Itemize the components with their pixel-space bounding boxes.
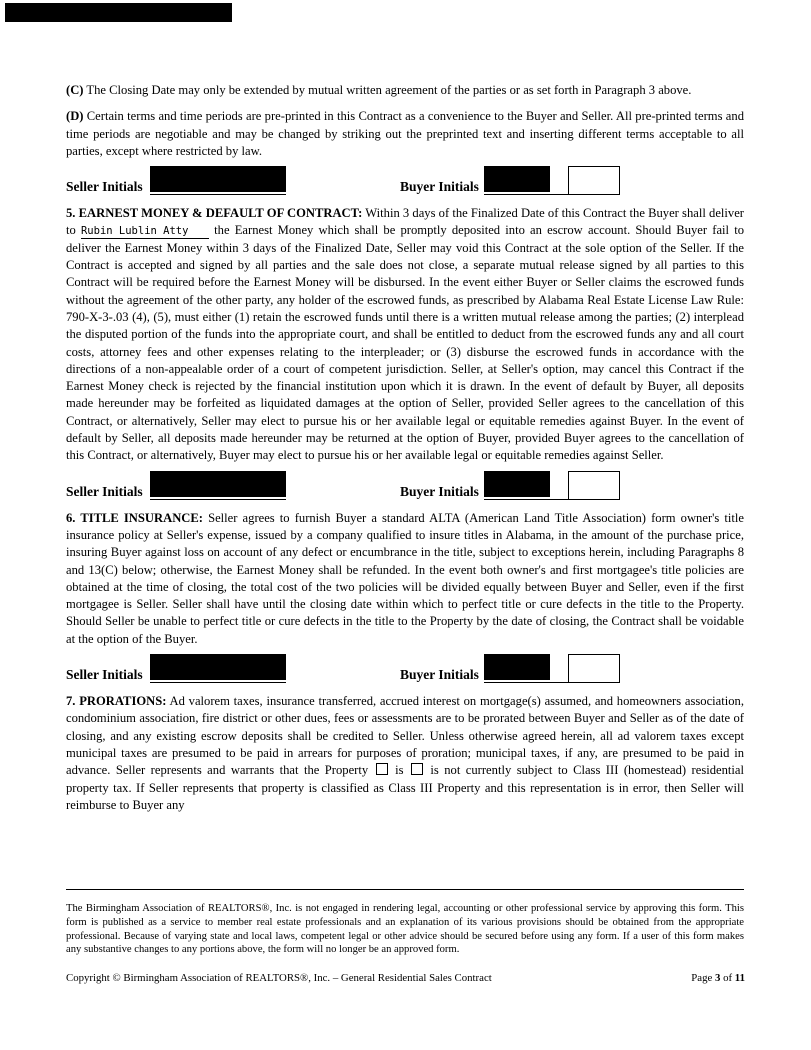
redaction-bar [5,3,232,22]
seller-initials-label: Seller Initials [66,179,143,195]
contract-page-body [66,82,744,814]
section-7-heading: 7. PRORATIONS: [66,694,167,709]
seller-initials-label: Seller Initials [66,667,143,683]
seller-initials-redacted [150,654,286,680]
disclaimer: The Birmingham Association of REALTORS®, Inc. is not engaged in rendering legal, accounting or other professional service by approving this form. This form is published as a service to member real estate professionals and an explanation of its various provisions should be obtained from the appropriate professional. Because of varying state and local laws, competent legal or other advice should be secured before using any form. If a user of this form makes any substantive changes to any portions above, the form will no longer be an approved form. [66,903,744,956]
seller-initials-redacted [150,471,286,497]
page-current: 3 [714,972,721,984]
paragraph-d-text: Certain terms and time periods are pre-printed in this Contract as a convenience to the Buyer and Seller. All pre-printed terms and time periods are negotiable and may be changed by striking out the preprinted text and inserting different terms acceptable to all parties, except where restricted by law. [66,109,744,158]
seller-initials-line [150,499,286,500]
paragraph-c-text: The Closing Date may only be extended by mutual written agreement of the parties or as set forth in Paragraph 3 above. [83,83,692,97]
section-5-text-a: Within 3 days of the Finalized Date of this Contract the Buyer shall deliver to [66,206,744,238]
footer-divider [66,889,744,890]
initials-row-3 [66,654,744,690]
section-5-heading: 5. EARNEST MONEY & DEFAULT OF CONTRACT: [66,206,363,221]
buyer-initials-label: Buyer Initials [400,667,479,683]
seller-initials-label: Seller Initials [66,483,143,499]
seller-initials-line [150,194,286,195]
paragraph-c-marker: (C) [66,83,84,97]
section-6-text: Seller agrees to furnish Buyer a standard ALTA (American Land Title Association) form owner's title insurance policy at Seller's expense, issued by a company qualified to insure titles in Alabama, in the amount of the purchase price, insuring Buyer against loss on account of any defect or encumbrance in the title, subject to exceptions herein, including Paragraphs 8 and 13(C) below; otherwise, the Earnest Money shall be refunded. In the event both owner's and first mortgagee's title policies are obtained at the time of closing, the total cost of the two policies will be divided equally between Buyer and Seller, even if the first mortgagee is Seller. Seller shall have until the closing date within which to perfect title or cure defects in the title to the Property. Should Seller be unable to perfect title or cure defects in the title to the Property by the date of closing, the Contract shall be voidable at the option of the Buyer. [66,510,744,646]
copyright-line: Copyright © Birmingham Association of REALTORS®, Inc. – General Residential Sales Contract [66,972,492,984]
page-prefix: Page [691,972,715,984]
page-number [691,972,745,984]
buyer-initials-redacted [484,654,550,680]
buyer-initials-blank-box[interactable] [568,654,620,683]
initials-row-1 [66,166,744,202]
paragraph-d-marker: (D) [66,109,84,124]
buyer-initials-blank-box[interactable] [568,166,620,195]
page-total: 11 [734,972,745,984]
paragraph-c [66,82,744,99]
buyer-initials-redacted [484,471,550,497]
buyer-initials-label: Buyer Initials [400,483,479,499]
section-7-prorations [66,693,744,814]
buyer-initials-label: Buyer Initials [400,179,479,195]
section-7-option-is-not: is not currently subject to Class III (homestead) residential property tax. If Seller represents that property is classified as Class III Property and this representation is in error, then Seller will reimburse to Buyer any [66,763,744,812]
page-of: of [720,972,735,984]
class-iii-is-not-checkbox[interactable] [411,763,423,775]
paragraph-d [66,108,744,160]
section-5-earnest-money [66,205,744,464]
seller-initials-line [150,682,286,683]
buyer-initials-redacted [484,166,550,192]
section-6-heading: 6. TITLE INSURANCE: [66,510,203,525]
escrow-holder-field[interactable]: Rubin Lublin Atty [81,225,209,239]
section-5-text-b: the Earnest Money which shall be promptly deposited into an escrow account. Should Buyer fail to deliver the Earnest Money within 3 days of the Finalized Date, Seller may void this Contract at the sole option of the Seller. If the Contract is accepted and signed by all parties and the sale does not close, a separate mutual release signed by all parties to this Contract will be required before the Earnest Money will be disbursed. In the event either Buyer or Seller claims the escrowed funds without the agreement of the other party, any holder of the escrowed funds, as prescribed by Alabama Real Estate License Law Rule: 790-X-3-.03 (4), (5), must either (1) retain the escrowed funds until there is a written mutual release among the parties; (2) interplead the disputed portion of the funds into the appropriate court, and shall be entitled to deduct from the escrowed funds any and all court costs, attorney fees and other expenses relating to the interpleader; or (3) disburse the escrowed funds in accordance with the directions of a non-appealable order of a court of competent jurisdiction. Seller, at Seller's option, may cancel this Contract if the Earnest Money check is rejected by the financial institution upon which it is drawn. In the event of default by Buyer, all deposits made hereunder may be forfeited as liquidated damages at the option of Seller, provided Seller agrees to the cancellation of this Contract, or alternatively, Seller may elect to pursue his or her available legal or equitable remedies against Buyer. In the event of default by Seller, all deposits made hereunder may be returned at the option of Buyer, provided Buyer agrees to the cancellation of this Contract, or alternatively, Buyer may elect to pursue his or her available legal or equitable remedies against Seller. [66,223,744,463]
seller-initials-redacted [150,166,286,192]
buyer-initials-blank-box[interactable] [568,471,620,500]
section-6-title-insurance [66,510,744,648]
section-7-option-is: is [389,763,409,778]
section-7-text-a: Ad valorem taxes, insurance transferred, accrued interest on mortgage(s) assumed, and homeowners association, condominium association, fire district or other dues, fees or assessments are to be prorated between Buyer and Seller as of the date of closing, and any existing escrow deposits shall be credited to Seller. Unless otherwise agreed herein, all ad valorem taxes except municipal taxes are presumed to be paid in arrears for purposes of proration; municipal taxes, if any, are presumed to be paid in advance. Seller represents and warrants that the Property [66,694,745,778]
class-iii-is-checkbox[interactable] [376,763,388,775]
initials-row-2 [66,471,744,507]
